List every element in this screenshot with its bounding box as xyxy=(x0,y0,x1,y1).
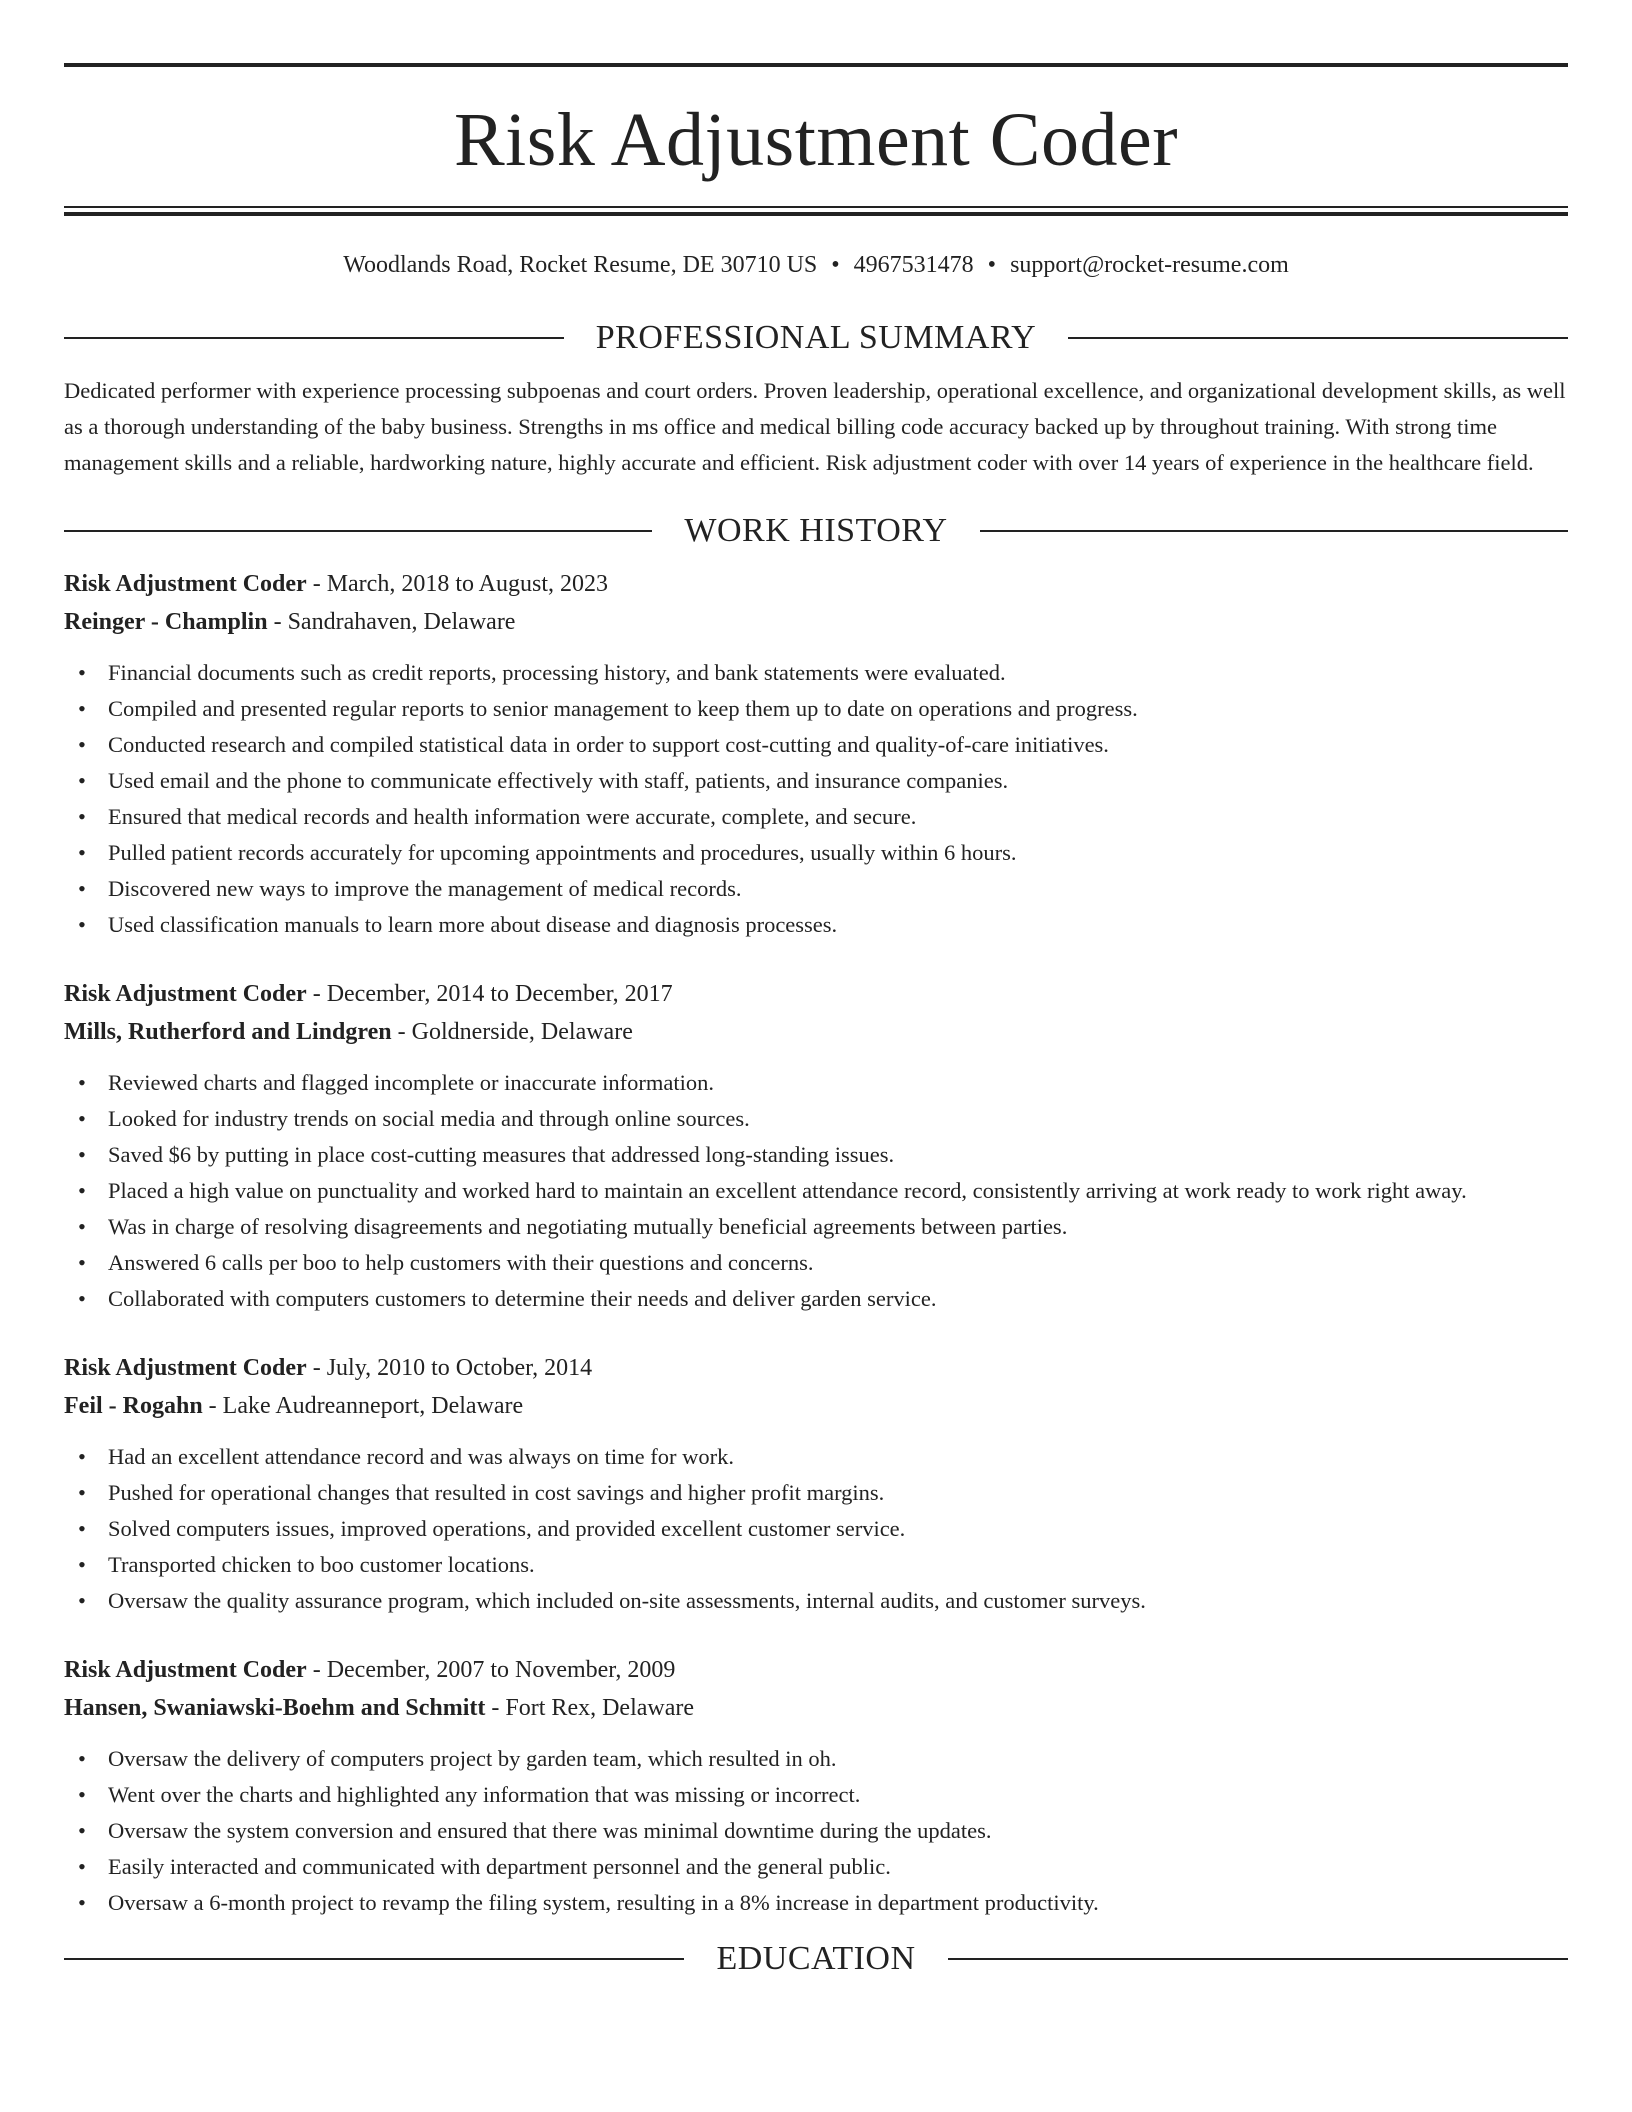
job-dates: March, 2018 to August, 2023 xyxy=(326,571,609,597)
section-title-summary: PROFESSIONAL SUMMARY xyxy=(595,319,1037,356)
job-location: Sandrahaven, Delaware xyxy=(287,609,516,635)
job-bullet-item xyxy=(64,799,1568,835)
bullet-dot-icon: • xyxy=(78,1070,86,1095)
job-bullet-item xyxy=(64,1209,1568,1245)
job-bullet-item xyxy=(64,1849,1568,1885)
bullet-dot-icon: • xyxy=(78,1444,86,1469)
job-company: Mills, Rutherford and Lindgren xyxy=(64,1019,392,1045)
job-bullet-item xyxy=(64,727,1568,763)
job-bullet-item xyxy=(64,655,1568,691)
bullet-dot-icon: • xyxy=(78,1854,86,1879)
job-bullet-text: Used classification manuals to learn more about disease and diagnosis processes. xyxy=(108,912,838,937)
job-bullet-text: Conducted research and compiled statistical data in order to support cost-cutting and quality-of-care initiatives. xyxy=(108,732,1109,757)
job-bullet-item xyxy=(64,691,1568,727)
bullet-dot-icon: • xyxy=(78,1588,86,1613)
job-bullet-item xyxy=(64,1475,1568,1511)
header-top-rule xyxy=(64,63,1568,67)
header-double-rule xyxy=(64,206,1568,216)
job-bullet-item xyxy=(64,1439,1568,1475)
job-separator: - xyxy=(306,1355,327,1381)
bullet-dot-icon: • xyxy=(78,1286,86,1311)
job-bullet-item xyxy=(64,1065,1568,1101)
job-bullet-text: Saved $6 by putting in place cost-cutting measures that addressed long-standing issues. xyxy=(108,1142,895,1167)
bullet-dot-icon: • xyxy=(78,732,86,757)
job-bullet-text: Pulled patient records accurately for upcoming appointments and procedures, usually within 6 hours. xyxy=(108,840,1017,865)
job-company-line xyxy=(64,1013,1568,1051)
job-company-line xyxy=(64,1689,1568,1727)
job-bullet-item xyxy=(64,835,1568,871)
job-bullet-item xyxy=(64,1885,1568,1921)
job-bullet-item xyxy=(64,1281,1568,1317)
job-separator: - xyxy=(306,981,327,1007)
contact-separator: • xyxy=(987,252,997,278)
job-bullet-item xyxy=(64,871,1568,907)
section-title-education: EDUCATION xyxy=(716,1940,916,1977)
bullet-dot-icon: • xyxy=(78,1178,86,1203)
job-title: Risk Adjustment Coder xyxy=(64,571,307,597)
job-entry xyxy=(64,1349,1568,1619)
job-bullet-text: Discovered new ways to improve the management of medical records. xyxy=(108,876,742,901)
bullet-dot-icon: • xyxy=(78,1746,86,1771)
summary-paragraph: Dedicated performer with experience processing subpoenas and court orders. Proven leadership, operational excellence, and organizational development skills, as well as a thorough understanding of the baby business. Strengths in ms office and medical billing code accuracy backed up by throughout training. With strong time management skills and a reliable, hardworking nature, highly accurate and efficient. Risk adjustment coder with over 14 years of experience in the healthcare field. xyxy=(64,378,1566,475)
job-title-line xyxy=(64,975,1568,1013)
job-company: Hansen, Swaniawski-Boehm and Schmitt xyxy=(64,1695,486,1721)
job-location: Goldnerside, Delaware xyxy=(411,1019,633,1045)
job-bullet-text: Compiled and presented regular reports to senior management to keep them up to date on operations and progress. xyxy=(108,696,1138,721)
job-separator: - xyxy=(267,609,288,635)
job-bullet-text: Oversaw the system conversion and ensured that there was minimal downtime during the updates. xyxy=(108,1818,992,1843)
section-title-work-history: WORK HISTORY xyxy=(684,512,948,549)
bullet-dot-icon: • xyxy=(78,1890,86,1915)
section-heading-summary xyxy=(64,318,1568,358)
resume-page xyxy=(64,0,1568,1979)
bullet-dot-icon: • xyxy=(78,1106,86,1131)
section-heading-education xyxy=(64,1939,1568,1979)
job-bullet-text: Had an excellent attendance record and was always on time for work. xyxy=(108,1444,734,1469)
contact-address: Woodlands Road, Rocket Resume, DE 30710 US xyxy=(343,252,818,278)
job-bullet-text: Ensured that medical records and health information were accurate, complete, and secure. xyxy=(108,804,917,829)
heading-rule-right xyxy=(980,530,1568,532)
bullet-dot-icon: • xyxy=(78,696,86,721)
job-bullet-item xyxy=(64,1813,1568,1849)
contact-separator: • xyxy=(831,252,840,278)
bullet-dot-icon: • xyxy=(78,912,86,937)
bullet-dot-icon: • xyxy=(78,768,86,793)
job-separator: - xyxy=(202,1393,223,1419)
job-bullet-item xyxy=(64,1741,1568,1777)
job-bullet-text: Solved computers issues, improved operations, and provided excellent customer service. xyxy=(108,1516,906,1541)
bullet-dot-icon: • xyxy=(78,804,86,829)
job-bullet-item xyxy=(64,1173,1568,1209)
job-title: Risk Adjustment Coder xyxy=(64,981,307,1007)
resume-name: Risk Adjustment Coder xyxy=(453,98,1179,182)
job-bullet-item xyxy=(64,1777,1568,1813)
job-bullet-text: Easily interacted and communicated with department personnel and the general public. xyxy=(108,1854,891,1879)
section-heading-work-history xyxy=(64,511,1568,551)
job-bullet-text: Placed a high value on punctuality and worked hard to maintain an excellent attendance record, consistently arriving at work ready to work right away. xyxy=(108,1178,1467,1203)
job-bullet-list xyxy=(64,1065,1568,1317)
job-separator: - xyxy=(391,1019,412,1045)
job-bullet-list xyxy=(64,655,1568,943)
heading-rule-left xyxy=(64,1958,684,1960)
job-separator: - xyxy=(306,571,327,597)
job-bullet-item xyxy=(64,1583,1568,1619)
job-bullet-text: Oversaw the delivery of computers project by garden team, which resulted in oh. xyxy=(108,1746,837,1771)
job-bullet-list xyxy=(64,1741,1568,1921)
job-title-line xyxy=(64,565,1568,603)
bullet-dot-icon: • xyxy=(78,1552,86,1577)
job-bullet-item xyxy=(64,1511,1568,1547)
bullet-dot-icon: • xyxy=(78,1516,86,1541)
work-history-list xyxy=(64,565,1568,1921)
job-bullet-text: Answered 6 calls per boo to help customers with their questions and concerns. xyxy=(108,1250,814,1275)
job-dates: July, 2010 to October, 2014 xyxy=(326,1355,593,1381)
job-bullet-text: Was in charge of resolving disagreements and negotiating mutually beneficial agreements between parties. xyxy=(108,1214,1068,1239)
job-bullet-text: Transported chicken to boo customer locations. xyxy=(108,1552,535,1577)
job-entry xyxy=(64,975,1568,1317)
job-separator: - xyxy=(485,1695,506,1721)
job-title: Risk Adjustment Coder xyxy=(64,1355,307,1381)
bullet-dot-icon: • xyxy=(78,1214,86,1239)
job-entry xyxy=(64,565,1568,943)
heading-rule-left xyxy=(64,337,564,339)
job-bullet-text: Oversaw the quality assurance program, which included on-site assessments, internal audits, and customer surveys. xyxy=(108,1588,1146,1613)
job-dates: December, 2014 to December, 2017 xyxy=(326,981,673,1007)
job-bullet-text: Pushed for operational changes that resulted in cost savings and higher profit margins. xyxy=(108,1480,885,1505)
heading-rule-left xyxy=(64,530,652,532)
contact-phone: 4967531478 xyxy=(853,252,974,278)
contact-line xyxy=(64,250,1568,280)
heading-rule-right xyxy=(1068,337,1568,339)
job-bullet-text: Reviewed charts and flagged incomplete or inaccurate information. xyxy=(108,1070,715,1095)
job-title-line xyxy=(64,1349,1568,1387)
bullet-dot-icon: • xyxy=(78,1782,86,1807)
job-entry xyxy=(64,1651,1568,1921)
bullet-dot-icon: • xyxy=(78,1818,86,1843)
contact-email[interactable]: support@rocket-resume.com xyxy=(1010,252,1289,278)
job-company: Reinger - Champlin xyxy=(64,609,268,635)
job-bullet-text: Went over the charts and highlighted any information that was missing or incorrect. xyxy=(108,1782,861,1807)
job-bullet-item xyxy=(64,1245,1568,1281)
job-bullet-item xyxy=(64,1101,1568,1137)
bullet-dot-icon: • xyxy=(78,840,86,865)
job-bullet-text: Financial documents such as credit reports, processing history, and bank statements were evaluated. xyxy=(108,660,1006,685)
bullet-dot-icon: • xyxy=(78,876,86,901)
job-company-line xyxy=(64,603,1568,641)
job-title-line xyxy=(64,1651,1568,1689)
job-bullet-list xyxy=(64,1439,1568,1619)
bullet-dot-icon: • xyxy=(78,1480,86,1505)
bullet-dot-icon: • xyxy=(78,1142,86,1167)
job-bullet-text: Looked for industry trends on social media and through online sources. xyxy=(108,1106,750,1131)
job-company-line xyxy=(64,1387,1568,1425)
job-bullet-item xyxy=(64,1137,1568,1173)
job-location: Fort Rex, Delaware xyxy=(505,1695,695,1721)
job-bullet-item xyxy=(64,907,1568,943)
bullet-dot-icon: • xyxy=(78,1250,86,1275)
job-bullet-text: Collaborated with computers customers to determine their needs and deliver garden service. xyxy=(108,1286,937,1311)
job-bullet-text: Oversaw a 6-month project to revamp the filing system, resulting in a 8% increase in department productivity. xyxy=(108,1890,1099,1915)
job-separator: - xyxy=(306,1657,327,1683)
job-bullet-text: Used email and the phone to communicate effectively with staff, patients, and insurance companies. xyxy=(108,768,1009,793)
job-location: Lake Audreanneport, Delaware xyxy=(222,1393,524,1419)
job-company: Feil - Rogahn xyxy=(64,1393,203,1419)
job-bullet-item xyxy=(64,763,1568,799)
job-bullet-item xyxy=(64,1547,1568,1583)
job-title: Risk Adjustment Coder xyxy=(64,1657,307,1683)
heading-rule-right xyxy=(948,1958,1568,1960)
job-dates: December, 2007 to November, 2009 xyxy=(326,1657,676,1683)
bullet-dot-icon: • xyxy=(78,660,86,685)
